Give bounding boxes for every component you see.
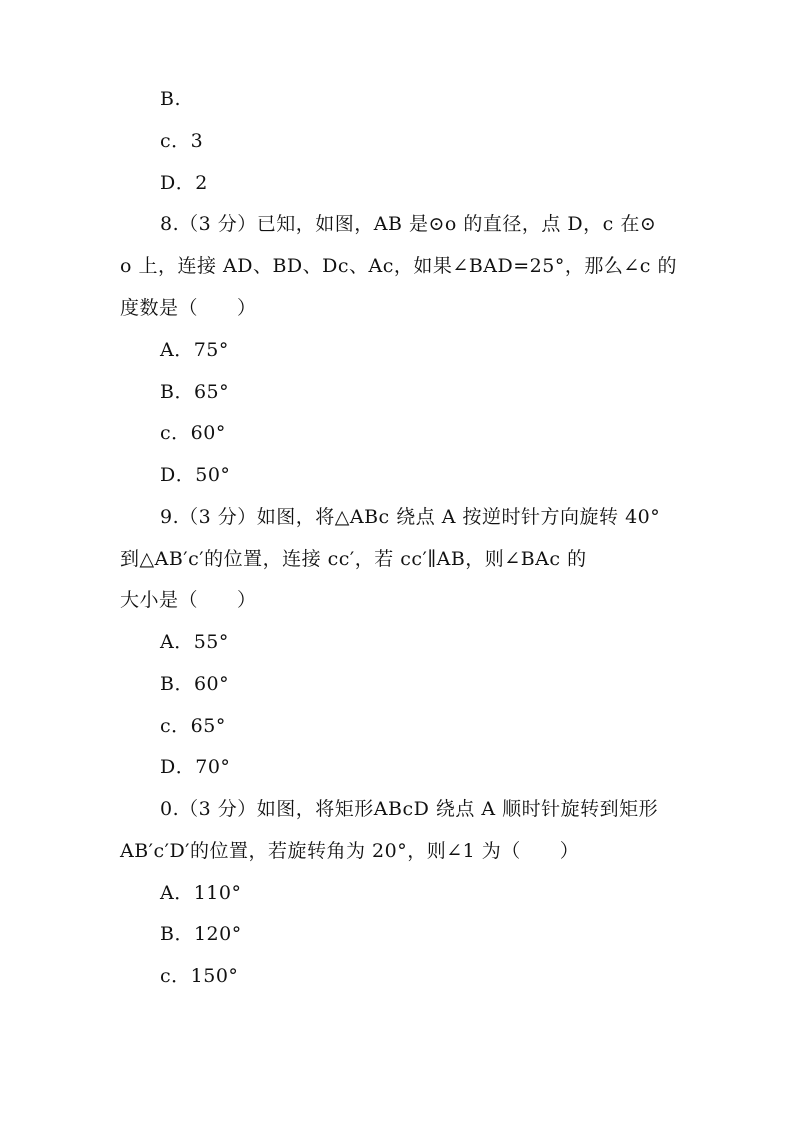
question-9-line-2: 到△AB′c′的位置，连接 cc′，若 cc′∥AB，则∠BAc 的 [120, 548, 587, 570]
option-b-previous: B. [160, 88, 182, 110]
question-8-line-2: o 上，连接 AD、BD、Dc、Ac，如果∠BAD=25°，那么∠c 的 [120, 255, 677, 277]
question-9-option-d: D．70° [160, 756, 231, 778]
question-9-line-3: 大小是（ ） [120, 589, 257, 611]
question-8-line-3: 度数是（ ） [120, 297, 257, 319]
question-8-option-a: A．75° [160, 339, 229, 361]
question-10-option-a: A．110° [160, 882, 242, 904]
question-9-option-c: c．65° [160, 715, 226, 737]
question-10-option-c: c．150° [160, 965, 239, 987]
question-8-option-b: B．65° [160, 381, 230, 403]
option-d-previous: D．2 [160, 172, 208, 194]
question-9-line-1: 9.（3 分）如图，将△ABc 绕点 A 按逆时针方向旋转 40° [160, 506, 661, 528]
question-9-option-a: A．55° [160, 631, 229, 653]
question-8-option-d: D．50° [160, 464, 231, 486]
question-10-line-2: AB′c′D′的位置，若旋转角为 20°，则∠1 为（ ） [120, 840, 580, 862]
question-10-line-1: 0.（3 分）如图，将矩形ABcD 绕点 A 顺时针旋转到矩形 [160, 798, 659, 820]
question-9-option-b: B．60° [160, 673, 230, 695]
question-10-option-b: B．120° [160, 923, 242, 945]
question-8-line-1: 8.（3 分）已知，如图，AB 是⊙o 的直径，点 D，c 在⊙ [160, 213, 657, 235]
question-8-option-c: c．60° [160, 422, 226, 444]
option-c-previous: c．3 [160, 130, 204, 152]
